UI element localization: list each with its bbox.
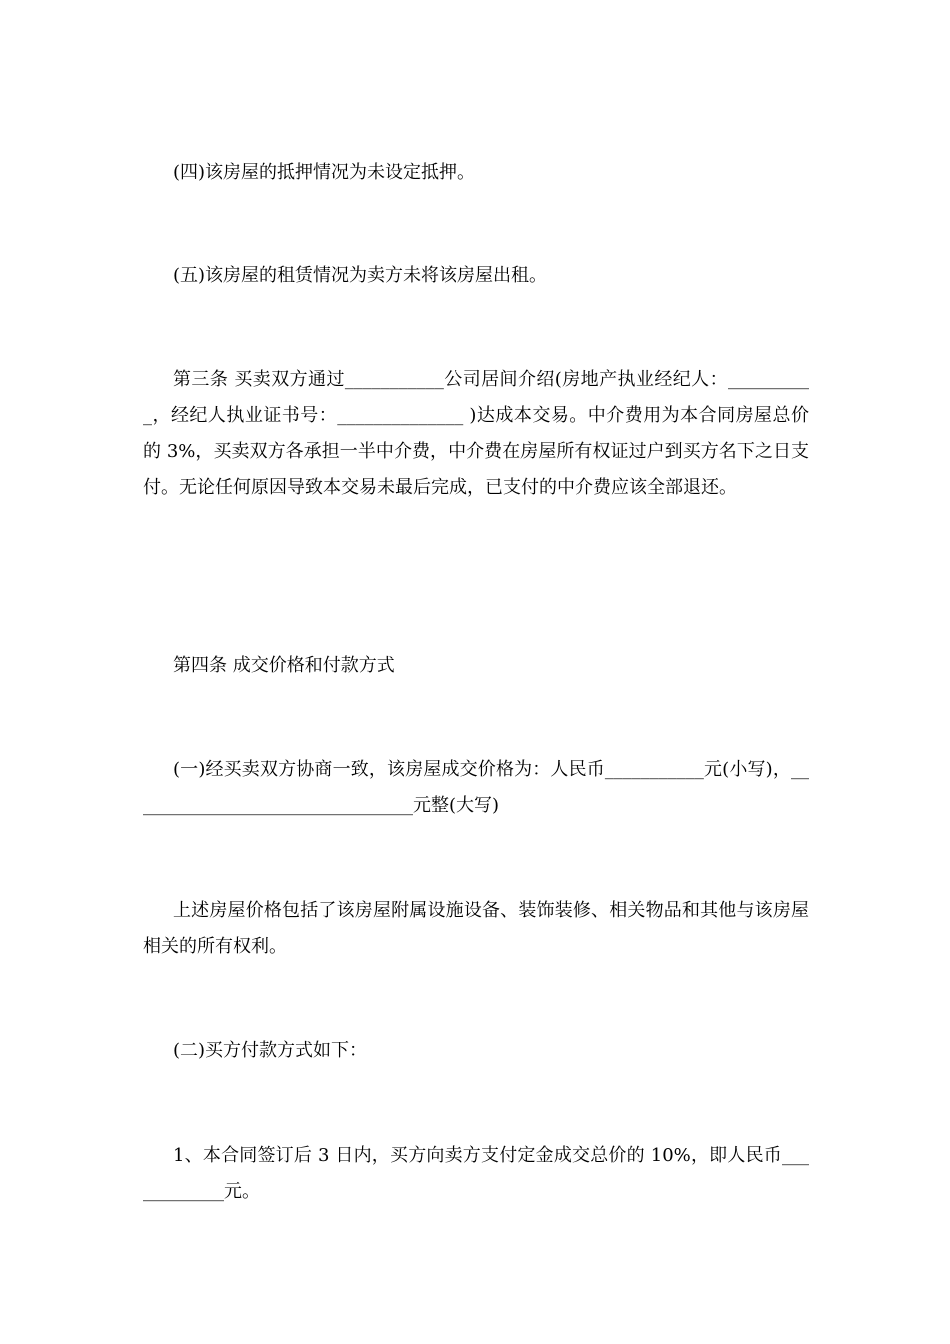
- heading-article-four: 第四条 成交价格和付款方式: [173, 655, 395, 676]
- paragraph-transaction-price: (一)经买卖双方协商一致，该房屋成交价格为：人民币___________元(小写)，________________________________元整(大写): [143, 759, 809, 816]
- paragraph-article-three: 第三条 买卖双方通过___________公司居间介绍(房地产执业经纪人：__________，经纪人执业证书号：______________ )达成本交易。中介费用为本合同房屋总价的 3%，买卖双方各承担一半中介费，中介费在房屋所有权证过户到买方名下之日支付。无论任何原因导致本交易未最后完成，已支付的中介费应该全部退还。: [143, 369, 809, 498]
- paragraph-payment-method: (二)买方付款方式如下：: [173, 1040, 368, 1061]
- paragraph-price-includes: 上述房屋价格包括了该房屋附属设施设备、装饰装修、相关物品和其他与该房屋相关的所有权利。: [143, 900, 809, 957]
- paragraph-deposit-payment: 1、本合同签订后 3 日内，买方向卖方支付定金成交总价的 10%，即人民币____________元。: [143, 1145, 809, 1202]
- paragraph-mortgage-status: (四)该房屋的抵押情况为未设定抵押。: [173, 162, 476, 183]
- paragraph-lease-status: (五)该房屋的租赁情况为卖方未将该房屋出租。: [173, 265, 548, 286]
